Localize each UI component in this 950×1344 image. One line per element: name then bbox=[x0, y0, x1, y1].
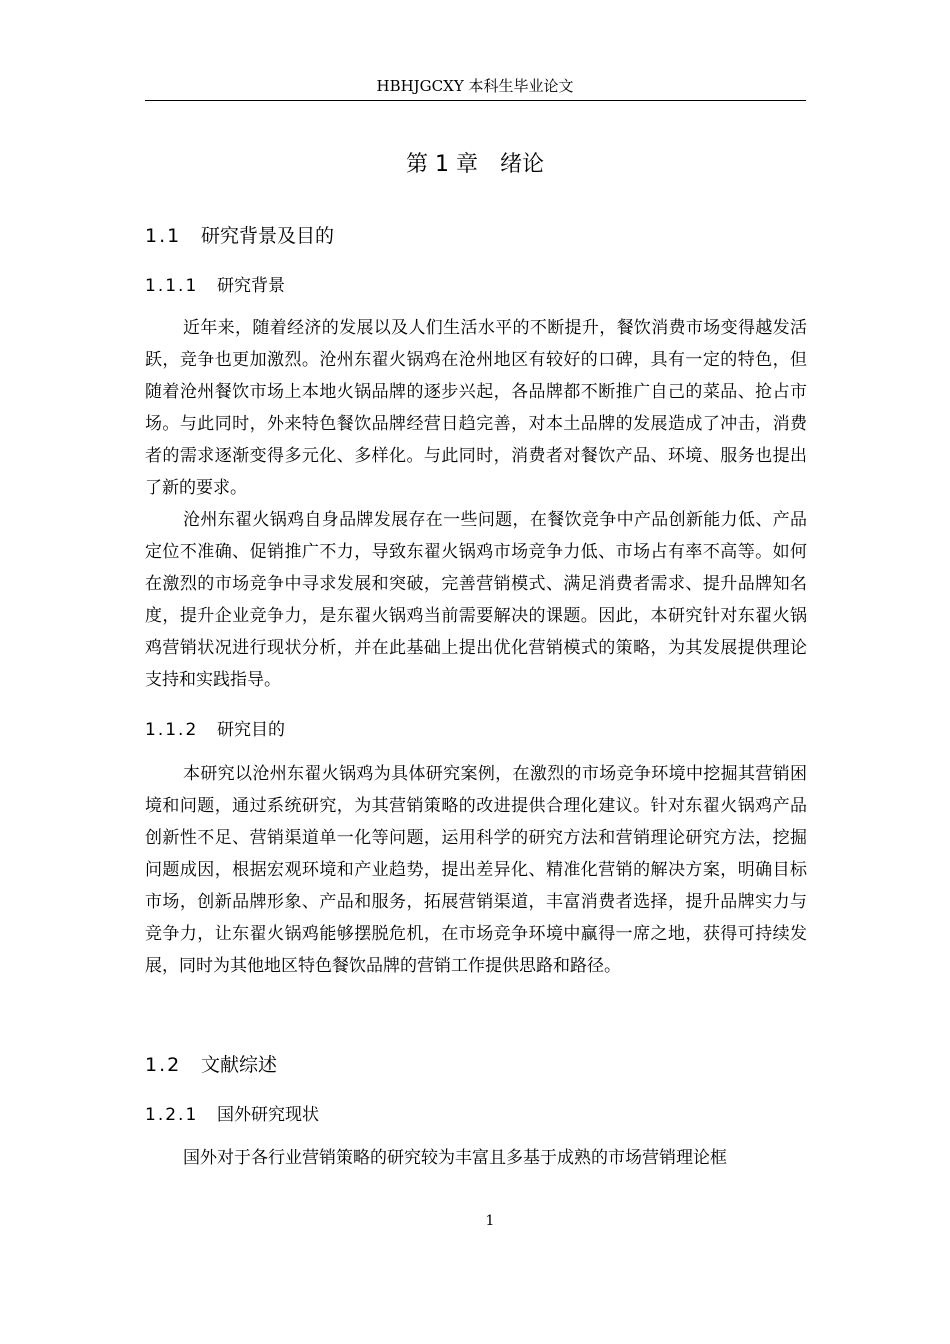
subsection-number: 1.1.2 bbox=[145, 720, 199, 740]
subsection-heading-1-1-1 bbox=[145, 274, 285, 298]
subsection-heading-1-2-1 bbox=[145, 1103, 319, 1127]
chapter-title bbox=[145, 150, 805, 180]
section-heading-1-1 bbox=[145, 223, 334, 249]
section-title: 文献综述 bbox=[201, 1054, 278, 1076]
paragraph-foreign-1: 国外对于各行业营销策略的研究较为丰富且多基于成熟的市场营销理论框 bbox=[183, 1148, 727, 1168]
chapter-name: 绪论 bbox=[499, 152, 544, 177]
chapter-number: 第 1 章 bbox=[406, 152, 478, 177]
subsection-number: 1.1.1 bbox=[145, 276, 199, 296]
section-heading-1-2 bbox=[145, 1052, 277, 1078]
section-number: 1.1 bbox=[145, 225, 182, 247]
subsection-title: 研究背景 bbox=[217, 276, 285, 296]
subsection-number: 1.2.1 bbox=[145, 1105, 199, 1125]
paragraph-purpose-1: 本研究以沧州东翟火锅鸡为具体研究案例，在激烈的市场竞争环境中挖掘其营销困境和问题，通过系统研究，为其营销策略的改进提供合理化建议。针对东翟火锅鸡产品创新性不足、营销渠道单一化等问题，运用科学的研究方法和营销理论研究方法，挖掘问题成因，根据宏观环境和产业趋势，提出差异化、精准化营销的解决方案，明确目标市场，创新品牌形象、产品和服务，拓展营销渠道，丰富消费者选择，提升品牌实力与竞争力，让东翟火锅鸡能够摆脱危机，在市场竞争环境中赢得一席之地，获得可持续发展，同时为其他地区特色餐饮品牌的营销工作提供思路和路径。 bbox=[145, 764, 807, 976]
header-divider bbox=[145, 100, 806, 101]
subsection-heading-1-1-2 bbox=[145, 718, 285, 742]
section-number: 1.2 bbox=[145, 1054, 182, 1076]
page-number: 1 bbox=[485, 1213, 495, 1229]
paragraph-background-2: 沧州东翟火锅鸡自身品牌发展存在一些问题，在餐饮竞争中产品创新能力低、产品定位不准确、促销推广不力，导致东翟火锅鸡市场竞争力低、市场占有率不高等。如何在激烈的市场竞争中寻求发展和突破，完善营销模式、满足消费者需求、提升品牌知名度，提升企业竞争力，是东翟火锅鸡当前需要解决的课题。因此，本研究针对东翟火锅鸡营销状况进行现状分析，并在此基础上提出优化营销模式的策略，为其发展提供理论支持和实践指导。 bbox=[145, 510, 807, 690]
section-title: 研究背景及目的 bbox=[201, 225, 335, 247]
subsection-title: 国外研究现状 bbox=[217, 1105, 319, 1125]
paragraph-background-1: 近年来，随着经济的发展以及人们生活水平的不断提升，餐饮消费市场变得越发活跃，竞争也更加激烈。沧州东翟火锅鸡在沧州地区有较好的口碑，具有一定的特色，但随着沧州餐饮市场上本地火锅品牌的逐步兴起，各品牌都不断推广自己的菜品、抢占市场。与此同时，外来特色餐饮品牌经营日趋完善，对本土品牌的发展造成了冲击，消费者的需求逐渐变得多元化、多样化。与此同时，消费者对餐饮产品、环境、服务也提出了新的要求。 bbox=[145, 318, 807, 498]
running-header: HBHJGCXY 本科生毕业论文 bbox=[376, 77, 574, 95]
subsection-title: 研究目的 bbox=[217, 720, 285, 740]
